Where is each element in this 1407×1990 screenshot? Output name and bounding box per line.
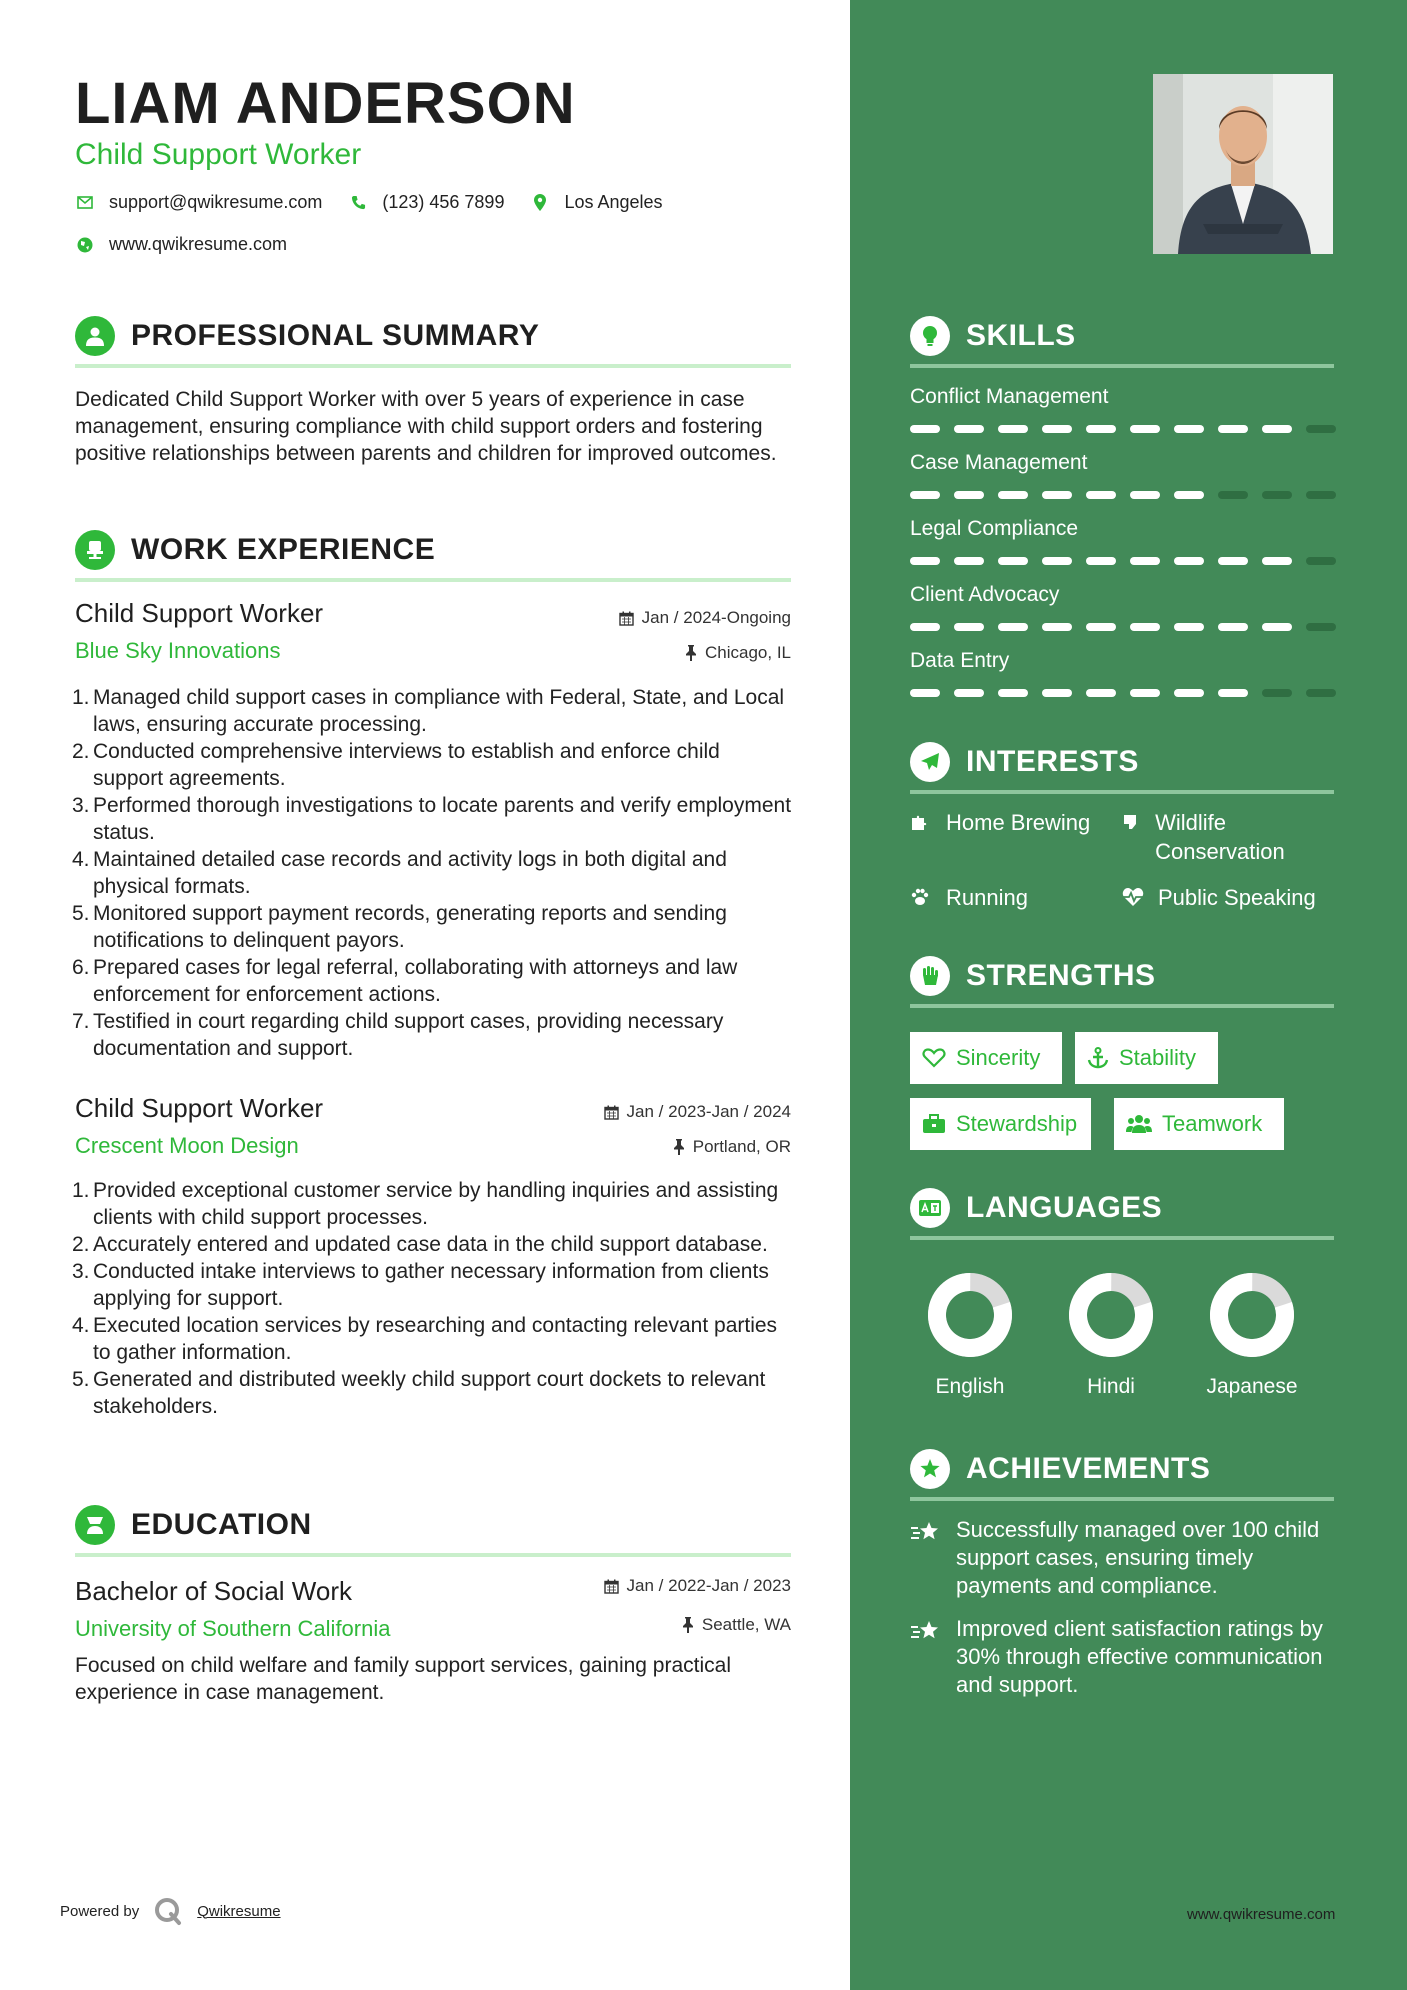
summary-heading bbox=[75, 308, 791, 364]
job-2-location bbox=[0, 1137, 791, 1157]
experience-heading bbox=[75, 522, 791, 578]
skill-dash-filled bbox=[1086, 425, 1116, 433]
skill-dash-filled bbox=[1262, 557, 1292, 565]
skill-dash-filled bbox=[1130, 623, 1160, 631]
skill-dash-filled bbox=[1174, 689, 1204, 697]
job-2-company: Crescent Moon Design bbox=[75, 1133, 299, 1158]
language-icon bbox=[910, 1188, 950, 1228]
skill-dash-filled bbox=[1218, 425, 1248, 433]
strengths-title: STRENGTHS bbox=[966, 959, 1156, 992]
skill-dash-filled bbox=[1086, 623, 1116, 631]
skill-dash-filled bbox=[1042, 623, 1072, 631]
map-pin-icon bbox=[530, 194, 550, 211]
experience-divider bbox=[75, 578, 791, 582]
skill-meter bbox=[910, 623, 1350, 631]
education-dates-text: Jan / 2022-Jan / 2023 bbox=[626, 1576, 791, 1595]
skill-dash-filled bbox=[1174, 623, 1204, 631]
list-item: 7. Testified in court regarding child support cases, providing necessary documentation and support. bbox=[72, 1010, 724, 1060]
contact-location bbox=[530, 192, 662, 213]
skill-dash-filled bbox=[910, 689, 940, 697]
language-ring-hindi bbox=[1066, 1270, 1156, 1360]
skill-dash-filled bbox=[954, 623, 984, 631]
summary-divider bbox=[75, 364, 791, 368]
contact-website[interactable] bbox=[75, 234, 287, 255]
skill-dash-filled bbox=[910, 425, 940, 433]
job-1-dates bbox=[0, 608, 791, 628]
skill-dash-filled bbox=[1130, 425, 1160, 433]
job-1-title: Child Support Worker bbox=[75, 598, 324, 628]
skill-dash-filled bbox=[998, 689, 1028, 697]
heartbeat-icon bbox=[1122, 883, 1146, 912]
skill-dash-filled bbox=[1086, 491, 1116, 499]
job-1-dates-text: Jan / 2024-Ongoing bbox=[641, 608, 791, 627]
skill-dash-filled bbox=[998, 491, 1028, 499]
email-text: support@qwikresume.com bbox=[109, 192, 323, 212]
skill-dash-filled bbox=[1042, 491, 1072, 499]
chair-icon bbox=[75, 530, 115, 570]
candidate-title: Child Support Worker bbox=[75, 138, 362, 171]
summary-text: Dedicated Child Support Worker with over 5 years of experience in case management, ensuring compliance with child support orders and fostering positive relationships between parents and children for improved outcomes. bbox=[75, 388, 777, 465]
achievements-heading bbox=[910, 1441, 1334, 1497]
skill-dash-filled bbox=[1174, 557, 1204, 565]
skill-dash-filled bbox=[910, 491, 940, 499]
heart-icon bbox=[922, 1048, 946, 1068]
skill-dash-filled bbox=[1042, 425, 1072, 433]
contact-row-2 bbox=[75, 234, 313, 255]
list-item: 5. Monitored support payment records, generating reports and sending notifications to delinquent payors. bbox=[72, 902, 727, 952]
experience-title: WORK EXPERIENCE bbox=[131, 533, 436, 566]
interests-heading bbox=[910, 734, 1334, 790]
contact-row-1 bbox=[75, 192, 689, 213]
fist-icon bbox=[910, 956, 950, 996]
skill-name: Client Advocacy bbox=[910, 583, 1060, 606]
calendar-icon bbox=[604, 1579, 619, 1594]
skill-dash-filled bbox=[1218, 557, 1248, 565]
candidate-name: LIAM ANDERSON bbox=[75, 71, 576, 136]
summary-title: PROFESSIONAL SUMMARY bbox=[131, 319, 540, 352]
education-divider bbox=[75, 1553, 791, 1557]
job-2-dates bbox=[0, 1102, 791, 1122]
lightbulb-icon bbox=[910, 316, 950, 356]
job-2-title: Child Support Worker bbox=[75, 1093, 324, 1123]
skill-dash-empty bbox=[1306, 491, 1336, 499]
powered-by-text: Powered by bbox=[60, 1902, 140, 1920]
pushpin-icon bbox=[685, 645, 697, 661]
shooting-star-icon bbox=[910, 1516, 946, 1600]
calendar-icon bbox=[604, 1105, 619, 1120]
shooting-star-icon bbox=[910, 1615, 946, 1699]
skill-dash-filled bbox=[954, 689, 984, 697]
job-2-bullets bbox=[72, 1177, 792, 1420]
list-item: 3. Performed thorough investigations to locate parents and verify employment status. bbox=[72, 794, 792, 844]
list-item: 2. Accurately entered and updated case data in the child support database. bbox=[72, 1233, 768, 1256]
contact-phone[interactable] bbox=[348, 192, 504, 213]
envelope-icon bbox=[75, 196, 95, 209]
education-location-text: Seattle, WA bbox=[701, 1615, 791, 1634]
education-location bbox=[0, 1615, 791, 1635]
job-2-location-text: Portland, OR bbox=[692, 1137, 791, 1156]
skill-dash-filled bbox=[1042, 557, 1072, 565]
hand-icon bbox=[1122, 808, 1143, 866]
star-badge-icon bbox=[910, 1449, 950, 1489]
strength-badge: Sincerity bbox=[910, 1032, 1062, 1084]
anchor-icon bbox=[1087, 1047, 1109, 1069]
education-dates bbox=[0, 1576, 791, 1596]
interests-divider bbox=[910, 790, 1334, 794]
language-ring-japanese bbox=[1207, 1270, 1297, 1360]
list-item: 3. Conducted intake interviews to gather necessary information from clients applying for support. bbox=[72, 1260, 769, 1310]
skill-dash-filled bbox=[954, 425, 984, 433]
profile-photo bbox=[1153, 74, 1333, 254]
education-heading bbox=[75, 1497, 791, 1553]
strength-badge: Stewardship bbox=[910, 1098, 1091, 1150]
qwikresume-logo-icon bbox=[153, 1896, 183, 1926]
skill-dash-filled bbox=[910, 557, 940, 565]
skill-dash-empty bbox=[1306, 557, 1336, 565]
skill-meter bbox=[910, 557, 1350, 565]
skill-name: Legal Compliance bbox=[910, 517, 1079, 540]
list-item: 1. Managed child support cases in compliance with Federal, State, and Local laws, ensuring accurate processing. bbox=[72, 686, 785, 736]
graduate-icon bbox=[75, 1505, 115, 1545]
strength-badge: Stability bbox=[1075, 1032, 1218, 1084]
puzzle-icon bbox=[910, 808, 934, 837]
skill-dash-filled bbox=[1218, 623, 1248, 631]
skill-meter bbox=[910, 425, 1350, 433]
website-text: www.qwikresume.com bbox=[109, 234, 288, 254]
skill-name: Data Entry bbox=[910, 649, 1010, 672]
languages-heading bbox=[910, 1180, 1334, 1236]
user-icon bbox=[75, 316, 115, 356]
skill-dash-empty bbox=[1262, 491, 1292, 499]
strengths-divider bbox=[910, 1004, 1334, 1008]
skill-dash-filled bbox=[954, 491, 984, 499]
skill-dash-empty bbox=[1306, 425, 1336, 433]
skill-name: Case Management bbox=[910, 451, 1088, 474]
languages-title: LANGUAGES bbox=[966, 1191, 1163, 1224]
list-item: 5. Generated and distributed weekly child support court dockets to relevant stakeholders. bbox=[72, 1368, 766, 1418]
contact-email[interactable] bbox=[75, 192, 322, 213]
phone-text: (123) 456 7899 bbox=[382, 192, 505, 212]
location-text: Los Angeles bbox=[564, 192, 663, 212]
skill-dash-filled bbox=[1262, 425, 1292, 433]
skill-dash-filled bbox=[1218, 689, 1248, 697]
skill-dash-filled bbox=[1174, 491, 1204, 499]
skill-dash-filled bbox=[1130, 689, 1160, 697]
achievement-item: Successfully managed over 100 child support cases, ensuring timely payments and compliance. bbox=[910, 1516, 1340, 1600]
languages-divider bbox=[910, 1236, 1334, 1240]
skill-meter bbox=[910, 689, 1350, 697]
skill-dash-filled bbox=[998, 557, 1028, 565]
skill-meter bbox=[910, 491, 1350, 499]
qwikresume-link[interactable]: Qwikresume bbox=[197, 1902, 281, 1920]
skill-name: Conflict Management bbox=[910, 385, 1109, 408]
degree-title: Bachelor of Social Work bbox=[75, 1576, 352, 1606]
skill-dash-filled bbox=[1130, 491, 1160, 499]
skill-dash-filled bbox=[910, 623, 940, 631]
skill-dash-empty bbox=[1306, 623, 1336, 631]
interest-item: Public Speaking bbox=[1122, 883, 1337, 912]
interest-item: Wildlife Conservation bbox=[1122, 808, 1337, 866]
job-1-company: Blue Sky Innovations bbox=[75, 638, 281, 663]
language-name: Japanese bbox=[1206, 1375, 1298, 1398]
paper-plane-icon bbox=[910, 742, 950, 782]
language-name: English bbox=[935, 1375, 1005, 1398]
users-icon bbox=[1126, 1114, 1152, 1134]
skill-dash-filled bbox=[1086, 689, 1116, 697]
skill-dash-filled bbox=[1086, 557, 1116, 565]
paw-icon bbox=[910, 883, 934, 912]
skill-dash-filled bbox=[954, 557, 984, 565]
skill-dash-filled bbox=[1130, 557, 1160, 565]
skill-dash-filled bbox=[998, 425, 1028, 433]
calendar-icon bbox=[619, 611, 634, 626]
powered-by bbox=[60, 1896, 281, 1926]
skills-title: SKILLS bbox=[966, 319, 1076, 352]
job-1-location-text: Chicago, IL bbox=[705, 643, 791, 662]
skill-dash-filled bbox=[1174, 425, 1204, 433]
school-name: University of Southern California bbox=[75, 1616, 391, 1641]
globe-icon bbox=[75, 237, 95, 253]
pushpin-icon bbox=[682, 1617, 694, 1633]
briefcase-icon bbox=[922, 1114, 946, 1134]
interest-item: Home Brewing bbox=[910, 808, 1110, 837]
job-1-location bbox=[0, 643, 791, 663]
skills-heading bbox=[910, 308, 1334, 364]
strengths-heading bbox=[910, 948, 1334, 1004]
achievements-divider bbox=[910, 1497, 1334, 1501]
list-item: 1. Provided exceptional customer service by handling inquiries and assisting clients with child support processes. bbox=[72, 1179, 779, 1229]
pushpin-icon bbox=[673, 1139, 685, 1155]
interest-item: Running bbox=[910, 883, 1110, 912]
skill-dash-filled bbox=[1042, 689, 1072, 697]
skill-dash-empty bbox=[1306, 689, 1336, 697]
skill-dash-filled bbox=[998, 623, 1028, 631]
interests-title: INTERESTS bbox=[966, 745, 1139, 778]
skills-divider bbox=[910, 364, 1334, 368]
achievement-item: Improved client satisfaction ratings by 30% through effective communication and support. bbox=[910, 1615, 1340, 1699]
list-item: 2. Conducted comprehensive interviews to establish and enforce child support agreements. bbox=[72, 740, 720, 790]
language-ring-english bbox=[925, 1270, 1015, 1360]
achievements-title: ACHIEVEMENTS bbox=[966, 1452, 1211, 1485]
job-2-dates-text: Jan / 2023-Jan / 2024 bbox=[626, 1102, 791, 1121]
education-description: Focused on child welfare and family support services, gaining practical experience in case management. bbox=[75, 1654, 731, 1704]
list-item: 6. Prepared cases for legal referral, collaborating with attorneys and law enforcement for enforcement actions. bbox=[72, 956, 738, 1006]
skill-dash-filled bbox=[1262, 623, 1292, 631]
strength-badge: Teamwork bbox=[1114, 1098, 1284, 1150]
footer-website[interactable]: www.qwikresume.com bbox=[1187, 1906, 1336, 1923]
language-name: Hindi bbox=[1087, 1375, 1135, 1398]
skill-dash-empty bbox=[1218, 491, 1248, 499]
list-item: 4. Executed location services by researching and contacting relevant parties to gather information. bbox=[72, 1314, 778, 1364]
education-title: EDUCATION bbox=[131, 1508, 312, 1541]
skill-dash-empty bbox=[1262, 689, 1292, 697]
list-item: 4. Maintained detailed case records and activity logs in both digital and physical formats. bbox=[72, 848, 727, 898]
phone-icon bbox=[348, 195, 368, 210]
job-1-bullets bbox=[72, 684, 792, 1062]
